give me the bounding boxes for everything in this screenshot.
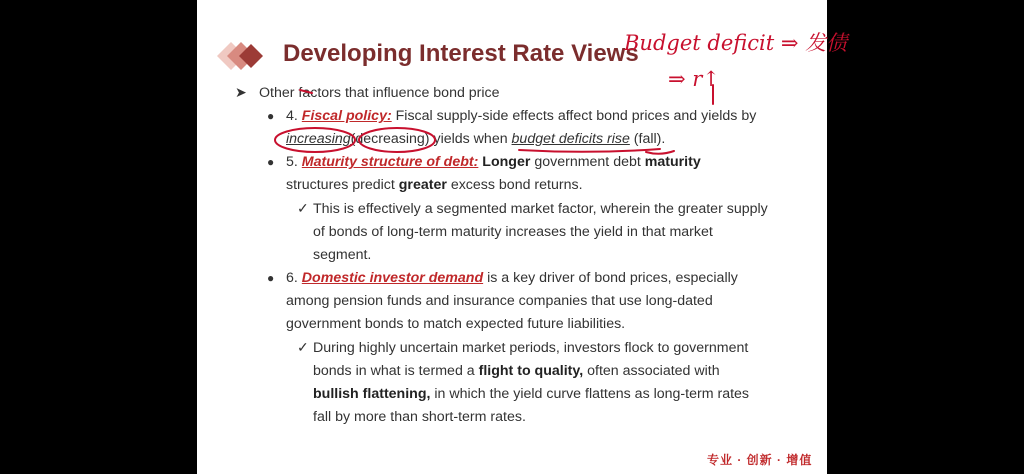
sub-item-line: During highly uncertain market periods, investors flock to government — [313, 340, 749, 356]
dot-bullet-icon: ● — [267, 109, 275, 123]
item-heading: Fiscal policy: — [301, 108, 392, 124]
sub-item-line: of bonds of long-term maturity increases the yield in that market — [313, 224, 713, 240]
list-item: 4. Fiscal policy: Fiscal supply-side effects affect bond prices and yields by — [286, 108, 757, 124]
handwritten-note: Budget deficit ⇒ 发债 — [624, 31, 848, 55]
sub-item-line: segment. — [313, 247, 372, 263]
list-item-line: increasing(decreasing) yields when budget deficits rise (fall). — [286, 131, 666, 147]
list-item: 5. Maturity structure of debt: Longer government debt maturity — [286, 154, 701, 170]
dot-bullet-icon: ● — [267, 271, 275, 285]
item-heading: Maturity structure of debt: — [301, 154, 479, 170]
slide — [197, 0, 827, 474]
arrow-bullet-icon: ➤ — [235, 85, 247, 101]
sub-item-line: fall by more than short-term rates. — [313, 409, 526, 425]
page-title: Developing Interest Rate Views — [283, 40, 639, 67]
check-icon: ✓ — [297, 201, 309, 217]
level1-text: Other factors that influence bond price — [259, 85, 500, 101]
list-item-line: government bonds to match expected future liabilities. — [286, 316, 626, 332]
dot-bullet-icon: ● — [267, 155, 275, 169]
sub-item-line: This is effectively a segmented market factor, wherein the greater supply — [313, 201, 768, 217]
list-item: 6. Domestic investor demand is a key driver of bond prices, especially — [286, 270, 738, 286]
check-icon: ✓ — [297, 340, 309, 356]
item-heading: Domestic investor demand — [301, 270, 484, 286]
handwritten-note: ⇒ r↑ — [668, 67, 720, 91]
list-item-line: structures predict greater excess bond returns. — [286, 177, 583, 193]
list-item-line: among pension funds and insurance companies that use long-dated — [286, 293, 713, 309]
sub-item-line: bonds in what is termed a flight to quality, often associated with — [313, 363, 720, 379]
footer-slogan: 专业 · 创新 · 增值 — [707, 453, 813, 467]
diamond-bullet-icon — [217, 42, 267, 70]
sub-item-line: bullish flattening, in which the yield curve flattens as long-term rates — [313, 386, 750, 402]
